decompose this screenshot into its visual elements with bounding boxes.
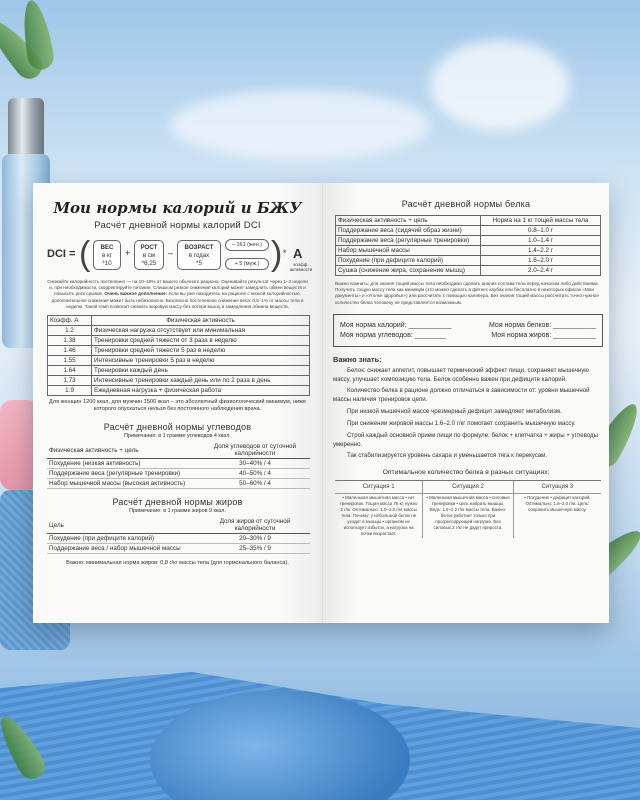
table-row: 1.73 Интенсивные тренировки каждый день или по 2 раза в день [48,375,310,385]
table-row: Набор мышечной массы 1.4–2.2 г [336,246,601,256]
formula-a-caption: коэфф. активности [289,262,313,272]
background-light [430,40,570,130]
table-row: 1.38 Тренировки средней тяжести от 3 раза в неделю [48,335,310,345]
formula-close-paren: ) [271,235,283,273]
formula-weight-box: ВЕС в кг *10 [93,240,121,270]
table-row: 1.9 Ежедневная нагрузка + физическая работа [48,385,310,395]
table-row: Поддержание веса (регулярные тренировки) 40–50% / 4 [47,469,310,479]
my-norms-box [333,314,603,347]
formula-age-box: ВОЗРАСТ в годах *5 [177,240,221,270]
fats-table [47,517,310,554]
calorie-intro: Снижайте калорийность постепенно — на 10–15% от вашего обычного рациона. Оценивайте результат через 1–2 недели и, при необходимости, скорректируйте питание. Слишком резкое снижение калорий может замедлить обмен веществ и повысить риск срывов. [47,279,308,297]
background-light [170,90,430,160]
table-row: 1.46 Тренировки средней тяжести 5 раз в неделю [48,345,310,355]
table-row: Поддержание веса / набор мышечной массы 25–35% / 9 [47,544,310,554]
table-row: Похудение (при дефиците калорий) 20–30% / 9 [47,534,310,544]
protein-title: Расчёт дневной нормы белка [401,199,531,209]
paragraph: Белок: снижает аппетит, повышает термический эффект пищи, сохраняет мышечную массу, улучшает композицию тела. Белок особенно важен при дефиците калорий. [333,366,589,383]
my-fats-field[interactable]: Моя норма жиров: ___________ [491,331,596,339]
table-row: Сушка (снижение жира, сохранение мышц) 2.0–2.4 г [336,266,601,276]
fats-note: Примечание: в 1 грамме жиров 9 ккал. [129,508,226,515]
situation-3-text: • Похудение • дефицит калорий. Оптимально: 1.6–2.0 г/кг. Цель: сохранить мышечную массу. [524,495,591,513]
table-row: Похудение (при дефиците калорий) 1.6–2.0 г [336,256,601,266]
paragraph: Количество белка в рационе должно отличаться в зависимости от: уровня мышечной массы наличия тренировок цели. [333,387,590,404]
my-carbs-field[interactable]: Моя норма углеводов: ________ [340,331,446,339]
carbs-col-share: Доля углеводов от суточной калорийности [200,442,310,459]
formula-dci: DCI = [47,248,76,260]
situation-2-label: Ситуация 2 [423,481,513,494]
formula-plus: + [125,248,131,258]
paragraph: При снижении жировой массы 1.6–2.0 г/кг помогает сохранить мышечную массу. [347,419,576,427]
situations-title: Оптимальное количество белка в разных ситуациях: [382,469,550,477]
right-page [323,183,609,623]
carbs-table [47,442,310,489]
table-row: 1.55 Интенсивные тренировки 5 раз в неделю [48,355,310,365]
paragraph: Строй каждый основной прием пищи по формуле: белок + клетчатка + жиры + углеводы умеренно. [333,431,598,448]
table-row: Поддержание веса (сидячий образ жизни) 0.8–1.0 г [336,226,601,236]
table-row: Поддержание веса (регулярные тренировки) 1.0–1.4 г [336,236,601,246]
my-proteins-field[interactable]: Моя норма белков: ___________ [489,321,596,329]
dci-formula [41,236,314,276]
important-body [333,367,601,461]
carbs-note: Примечание: в 1 грамме углеводов 4 ккал. [124,433,231,440]
activity-col-activity: Физическая активность [92,315,310,325]
situation-1-label: Ситуация 1 [335,481,423,494]
table-row: Набор мышечной массы (высокая активность) 50–60% / 4 [47,479,310,489]
situation-2-text: • Маленькая мышечная масса • силовые тренировки • цель набрать мышцы. Ведь: 1.6–2.2 г/кг массы тела. Важно: белок работает только при прогрессирующей нагрузке. Без силовых 2 г/кг не дадут прироста. [423,494,513,538]
fat-minimum-note: Важно: минимальная норма жиров: 0,8 г/кг массы тела (для гормонального баланса). [66,560,289,567]
situations-table [335,481,601,538]
formula-minus: – [168,248,174,258]
table-row: 1.2 Физическая нагрузка отсутствует или минимальная [48,325,310,335]
left-page [33,183,323,623]
fats-col-goal: Цель [47,517,200,534]
activity-col-coef: Коэфф. A [48,315,92,325]
activity-table-wrap [47,315,310,396]
important-text: если вы уже находитесь на рационе с низкой калорийностью, дополнительное снижение может быть небезопасно. Безопасно постепенное снижение веса: 0,5–1% от массы тела в неделю. Такой темп позволит снижать жировую массу без потери мышц и замедления обмена веществ. [51,291,304,309]
dci-subtitle: Расчёт дневной нормы калорий DCI [94,220,261,231]
situation-3-label: Ситуация 3 [513,481,601,494]
carbs-title: Расчёт дневной нормы углеводов [103,422,252,433]
formula-times: * [283,248,287,258]
protein-table [335,215,601,276]
formula-male-pill: + 5 (муж.) [225,258,269,270]
formula-height-box: РОСТ в см *6,25 [134,240,164,270]
protein-note: Важно помнить: для знания тощей массы тела необходимо сделать анализ состава тела перед началом либо действиями. Получить тощую массу тела как минимум (это можно сделать в фитнес клубах или бесплатно в некоторых офисах «Мои документы» и «Уголке здоровья») или рассчитать с помощью калипера. Без знания тощей массы рассчитать точно нужное количество белка человеку не представляется возможным. [335,281,599,305]
formula-a: A [293,246,303,261]
page-title: Мои нормы калорий и БЖУ [53,199,302,217]
important-title: Важно знать: [333,354,382,364]
fats-title: Расчёт дневной нормы жиров [112,497,243,508]
activity-table [47,315,310,396]
formula-female-pill: – 161 (жен.) [225,239,269,251]
situation-1-text: • Маленькая мышечная масса • нет тренировок. Тощая масса 75 кг, нужно 2 г/кг. Оптимально: 1.0–1.2 г/кг массы тела. Почему: у небольшой белок не уходит в мышцы • организм не использует избыток, а нагрузка на почки возрастает. [335,494,423,538]
fats-col-share: Доля жиров от суточной калорийности [200,517,310,534]
table-row: 1.64 Тренировки каждый день [48,365,310,375]
minimum-note: Для женщин 1200 ккал, для мужчин 1500 ккал – это абсолютный физиологический минимум, ниже которого опускаться нельзя без постоянного наблюдения врача. [49,398,306,413]
table-row: Похудение (низкая активность) 30–40% / 4 [47,459,310,469]
protein-col-activity: Физическая активность + цель [336,216,481,226]
important-lead: Очень важное дополнение: [104,291,168,297]
paragraph: Так стабилизируется уровень сахара и уменьшается тяга к перекусам. [347,452,548,460]
formula-open-paren: ( [79,235,91,273]
protein-col-norm: Норма на 1 кг тощей массы тела [481,216,601,226]
paragraph: При низкой мышечной массе чрезмерный дефицит замедляет метаболизм. [347,408,562,416]
booklet [33,183,609,623]
my-calories-field[interactable]: Моя норма калорий: ___________ [340,321,452,329]
carbs-col-activity: Физическая активность + цель [47,442,200,459]
